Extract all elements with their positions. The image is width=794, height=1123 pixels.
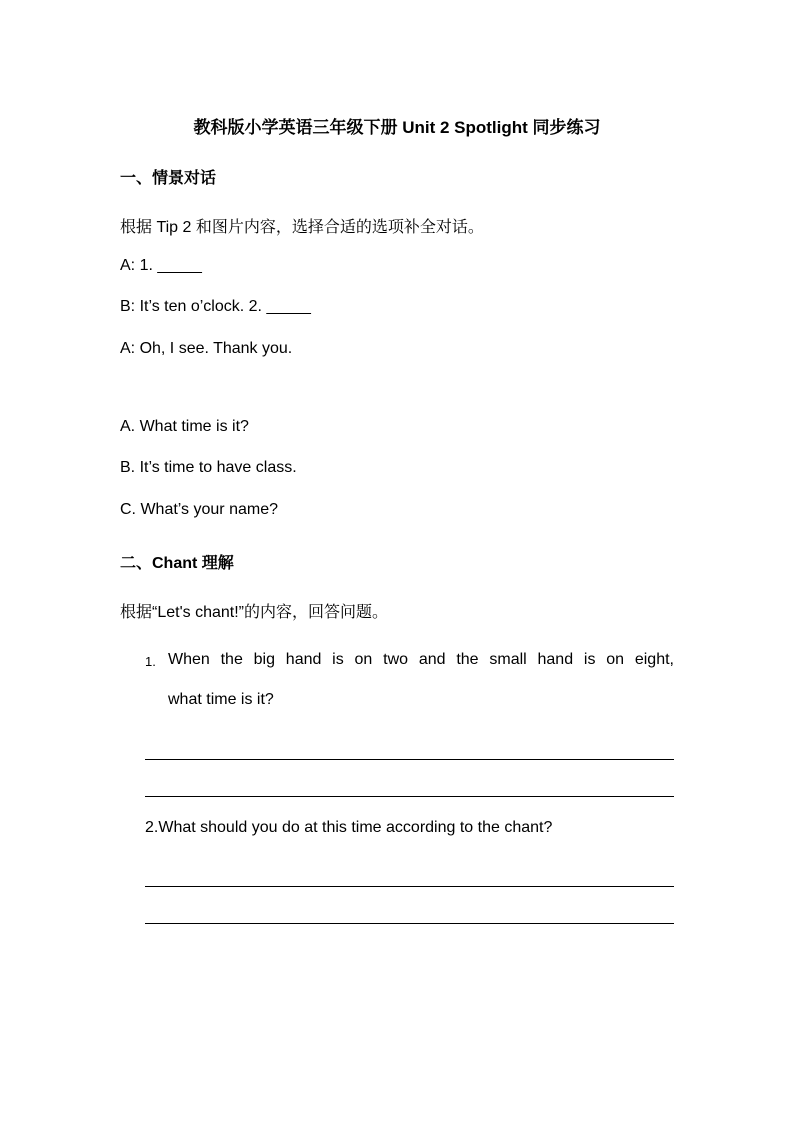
answer-line-q2-1[interactable] xyxy=(145,886,674,887)
dialogue-line-b: B: It’s ten o’clock. 2. _____ xyxy=(120,298,311,315)
question2-text: 2.What should you do at this time according to the chant? xyxy=(145,819,553,836)
page-title: 教科版小学英语三年级下册 Unit 2 Spotlight 同步练习 xyxy=(193,118,601,137)
section1-instruction: 根据 Tip 2 和图片内容，选择合适的选项补全对话。 xyxy=(120,219,484,236)
question1-number: 1. xyxy=(145,654,156,669)
answer-line-q1-1[interactable] xyxy=(145,759,674,760)
answer-line-q2-2[interactable] xyxy=(145,923,674,924)
section2-heading: 二、Chant 理解 xyxy=(120,555,234,572)
answer-line-q1-2[interactable] xyxy=(145,796,674,797)
question1-line2: what time is it? xyxy=(168,691,274,708)
dialogue-line-a2: A: Oh, I see. Thank you. xyxy=(120,340,293,357)
option-a: A. What time is it? xyxy=(120,418,249,435)
section1-heading: 一、情景对话 xyxy=(120,170,217,187)
dialogue-line-a1: A: 1. _____ xyxy=(120,257,202,274)
question1-line1: When the big hand is on two and the small hand is on eight, xyxy=(168,651,674,668)
section2-instruction: 根据“Let's chant!”的内容，回答问题。 xyxy=(120,604,388,621)
option-c: C. What’s your name? xyxy=(120,501,278,518)
option-b: B. It’s time to have class. xyxy=(120,459,297,476)
